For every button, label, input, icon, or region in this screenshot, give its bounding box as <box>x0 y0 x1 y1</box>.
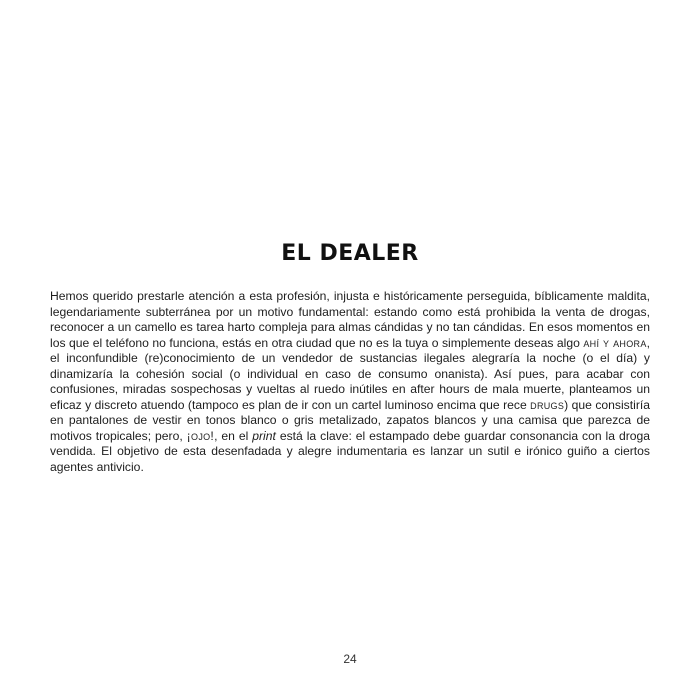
body-text-segment-5: está la clave: el estampado debe guardar consonancia con la droga vendida. El objetivo de esta desenfadada y alegre indumentaria es lanzar un sutil e irónico guiño a ciertos agentes antivicio. <box>50 428 651 474</box>
italic-word: print <box>252 428 276 443</box>
body-text-segment-3: ) que consistiría en pantalones de vestir en tonos blanco o gris metalizado, zapatos blancos y una camisa que parezca de motivos tropicales; pero, <box>50 397 650 443</box>
page-number: 24 <box>343 652 357 666</box>
body-text-segment-2: , el inconfundible (re)conocimiento de un vendedor de sustancias ilegales alegraría la noche (o el día) y dinamizaría la cohesión social (o individual en caso de consumo onanista). Así pues, para acabar con confusiones, miradas sospechosas y vueltas al ruedo inútiles en after hours de mala muerte, planteamos un eficaz y discreto atuendo (tampoco es plan de ir con un cartel luminoso encima que rece <box>50 335 651 412</box>
page-title: EL DEALER <box>281 241 419 266</box>
small-caps-phrase-2: drugs <box>530 397 565 412</box>
small-caps-phrase-3: ¡ojo! <box>186 428 215 443</box>
body-text-segment-1: Hemos querido prestarle atención a esta profesión, injusta e históricamente perseguida, bíblicamente maldita, legendariamente subterránea por un motivo fundamental: estando como está prohibida la venta de drogas, reconocer a un camello es tarea harto compleja para almas cándidas y no tan cándidas. En esos momentos en los que el teléfono no funciona, estás en otra ciudad que no es la tuya o simplemente deseas algo <box>50 289 650 350</box>
body-text-segment-4: , en el <box>214 428 253 443</box>
body-paragraph <box>50 289 650 475</box>
small-caps-phrase-1: ahí y ahora <box>583 335 647 350</box>
